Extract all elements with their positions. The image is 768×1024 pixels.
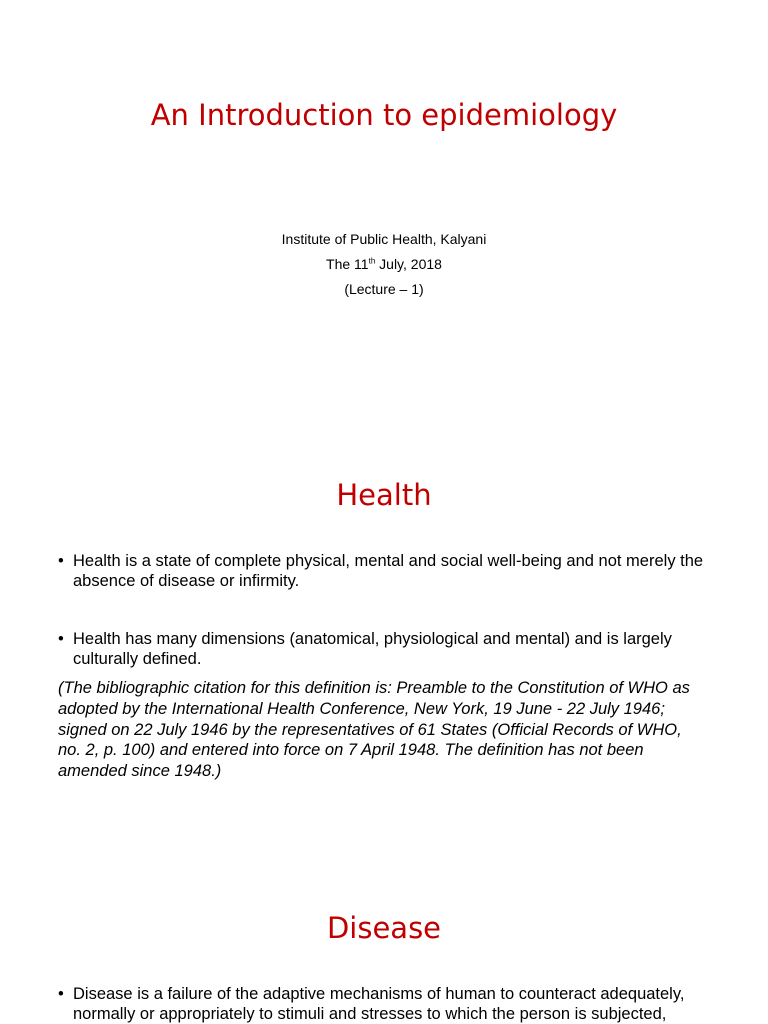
- bullet-text: Disease is a failure of the adaptive mechanisms of human to counteract adequately, normally or appropriately to stimuli and stresses to which the person is subjected,: [73, 985, 685, 1023]
- date-line: [0, 255, 768, 273]
- slide-1-title: An Introduction to epidemiology: [150, 98, 618, 132]
- date-superscript: th: [368, 256, 376, 266]
- slide-2-title: Health: [336, 478, 432, 512]
- bullet-text: Health is a state of complete physical, mental and social well-being and not merely the absence of disease or infirmity.: [73, 552, 704, 590]
- health-bullet-list: [58, 551, 718, 591]
- bullet-text: Health has many dimensions (anatomical, physiological and mental) and is largely culturally defined.: [73, 630, 672, 668]
- slide-3-title: Disease: [326, 911, 442, 945]
- who-citation: (The bibliographic citation for this definition is: Preamble to the Constitution of WHO as adopted by the International Health Conference, New York, 19 June - 22 July 1946; signed on 22 July 1946 by the representatives of 61 States (Official Records of WHO, no. 2, p. 100) and entered into force on 7 April 1948. The definition has not been amended since 1948.): [58, 679, 690, 781]
- bullet-icon: •: [58, 985, 64, 1003]
- list-item: [58, 984, 718, 1024]
- health-bullet-list-2: [58, 629, 718, 669]
- date-suffix: July, 2018: [375, 256, 442, 272]
- list-item: [58, 629, 718, 669]
- institute-line: Institute of Public Health, Kalyani: [281, 231, 487, 247]
- bullet-icon: •: [58, 552, 64, 570]
- date-prefix: The 11: [326, 256, 369, 272]
- disease-bullet-list: [58, 984, 718, 1024]
- lecture-line: (Lecture – 1): [344, 281, 424, 297]
- bullet-icon: •: [58, 630, 64, 648]
- list-item: [58, 551, 718, 591]
